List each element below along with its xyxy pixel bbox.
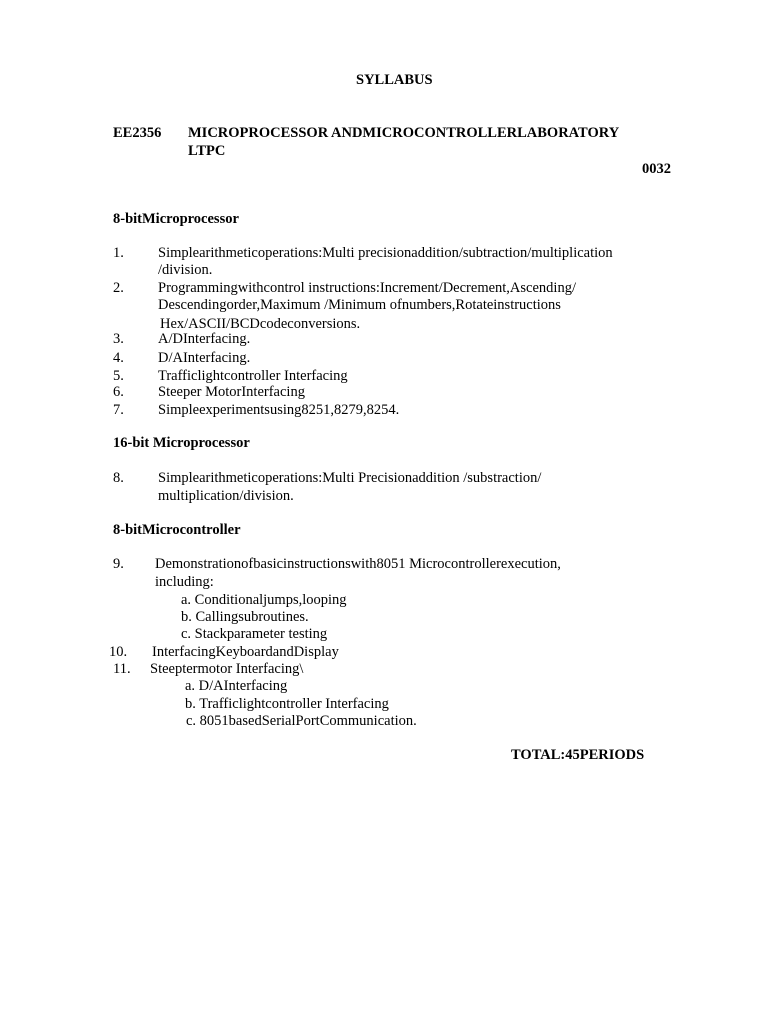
sub-item-text: c. Stackparameter testing [181, 626, 328, 642]
list-item-number: 3. [113, 331, 124, 347]
sub-item-text: b. Trafficlightcontroller Interfacing [185, 696, 389, 712]
total-periods: TOTAL:45PERIODS [511, 747, 645, 763]
list-item-text: Simplearithmeticoperations:Multi precisionaddition/subtraction/multiplication [158, 245, 613, 261]
list-item-text: A/DInterfacing. [158, 331, 251, 347]
list-item-text: Demonstrationofbasicinstructionswith8051 Microcontrollerexecution, [155, 556, 561, 572]
section-heading: 16-bit Microprocessor [113, 435, 250, 451]
list-item-number: 1. [113, 245, 124, 261]
list-item-text: D/AInterfacing. [158, 350, 251, 366]
list-item-text: Hex/ASCII/BCDcodeconversions. [160, 316, 361, 332]
list-item-text: including: [155, 574, 214, 590]
list-item-text: Simplearithmeticoperations:Multi Precisionaddition /substraction/ [158, 470, 542, 486]
course-name: MICROPROCESSOR ANDMICROCONTROLLERLABORATORY [188, 125, 620, 141]
list-item-text: Trafficlightcontroller Interfacing [158, 368, 348, 384]
list-item-text: Simpleexperimentsusing8251,8279,8254. [158, 402, 400, 418]
list-item-text: Steeper MotorInterfacing [158, 384, 305, 400]
list-item-number: 9. [113, 556, 124, 572]
course-code: EE2356 [113, 125, 162, 141]
page-title: SYLLABUS [356, 72, 433, 88]
list-item-text: Programmingwithcontrol instructions:Increment/Decrement,Ascending/ [158, 280, 576, 296]
list-item-number: 8. [113, 470, 124, 486]
list-item-number: 4. [113, 350, 124, 366]
list-item-number: 6. [113, 384, 124, 400]
list-item-number: 11. [113, 661, 131, 677]
section-heading: 8-bitMicrocontroller [113, 522, 241, 538]
list-item-text: Steeptermotor Interfacing\ [150, 661, 304, 677]
list-item-text: /division. [158, 262, 213, 278]
ltpc-value: 0032 [642, 161, 671, 177]
list-item-number: 10. [109, 644, 128, 660]
list-item-number: 5. [113, 368, 124, 384]
sub-item-text: c. 8051basedSerialPortCommunication. [186, 713, 417, 729]
list-item-text: Descendingorder,Maximum /Minimum ofnumbers,Rotateinstructions [158, 297, 561, 313]
list-item-text: multiplication/division. [158, 488, 294, 504]
list-item-number: 2. [113, 280, 124, 296]
sub-item-text: a. D/AInterfacing [185, 678, 288, 694]
list-item-text: InterfacingKeyboardandDisplay [152, 644, 339, 660]
list-item-number: 7. [113, 402, 124, 418]
sub-item-text: b. Callingsubroutines. [181, 609, 309, 625]
section-heading: 8-bitMicroprocessor [113, 211, 239, 227]
ltpc-label: LTPC [188, 143, 226, 159]
sub-item-text: a. Conditionaljumps,looping [181, 592, 347, 608]
